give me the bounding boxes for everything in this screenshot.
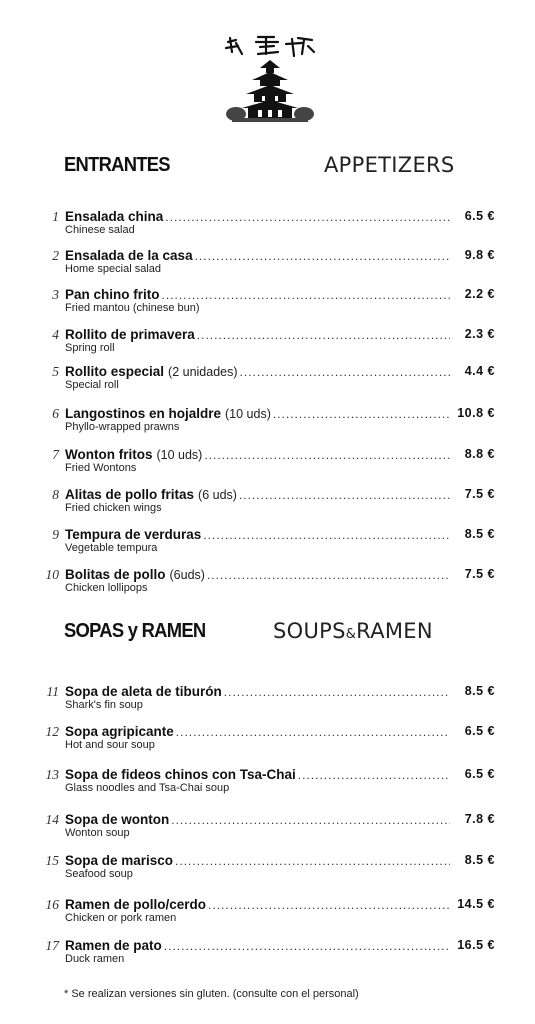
- item-price: 16.5 €: [457, 938, 495, 952]
- section-title-soups: [0, 620, 535, 650]
- dot-leader: [298, 768, 450, 782]
- item-translation: Home special salad: [65, 263, 161, 275]
- item-note: (6uds): [169, 568, 205, 582]
- title-en-part: SOUPS: [273, 619, 346, 643]
- item-price: 7.8 €: [464, 812, 495, 826]
- item-price: 8.8 €: [464, 447, 495, 461]
- section-title-appetizers: [0, 154, 535, 184]
- dot-leader: [162, 288, 451, 302]
- item-name: Rollito de primavera: [65, 327, 195, 342]
- item-price: 6.5 €: [464, 767, 495, 781]
- item-price: 9.8 €: [464, 248, 495, 262]
- item-note: (10 uds): [156, 448, 203, 462]
- dot-leader: [197, 328, 450, 342]
- item-translation: Glass noodles and Tsa-Chai soup: [65, 782, 230, 794]
- item-translation: Chicken lollipops: [65, 582, 148, 594]
- item-name: Rollito especial: [65, 364, 165, 379]
- item-number: 7: [52, 447, 59, 462]
- item-name: Bolitas de pollo: [65, 567, 166, 582]
- item-name: Langostinos en hojaldre: [65, 406, 222, 421]
- section-title-en: [273, 619, 433, 643]
- item-name: Sopa de wonton: [65, 812, 170, 827]
- menu-item: [0, 897, 535, 931]
- item-name: Pan chino frito: [65, 287, 160, 302]
- menu-item: [0, 447, 535, 481]
- item-note: (2 unidades): [168, 365, 238, 379]
- item-line: [65, 684, 450, 699]
- item-line: [65, 406, 450, 421]
- item-translation: Fried mantou (chinese bun): [65, 302, 200, 314]
- menu-item: [0, 527, 535, 561]
- item-number: 1: [52, 209, 59, 224]
- item-number: 16: [45, 897, 59, 912]
- item-price: 2.2 €: [464, 287, 495, 301]
- item-note: (10 uds): [225, 407, 271, 421]
- item-number: 6: [52, 406, 59, 421]
- item-line: [65, 364, 450, 379]
- item-line: [65, 812, 450, 827]
- title-en-part: RAMEN: [356, 619, 433, 643]
- item-name: Ramen de pato: [65, 938, 162, 953]
- item-number: 15: [45, 853, 59, 868]
- item-line: [65, 567, 450, 582]
- dot-leader: [240, 365, 450, 379]
- item-line: [65, 724, 450, 739]
- item-line: [65, 853, 450, 868]
- menu-item: [0, 767, 535, 801]
- item-number: 2: [52, 248, 59, 263]
- dot-leader: [224, 685, 450, 699]
- item-number: 12: [45, 724, 59, 739]
- section-title-es: SOPAS y RAMEN: [64, 620, 206, 642]
- menu-item: [0, 938, 535, 972]
- item-price: 7.5 €: [464, 567, 495, 581]
- item-price: 6.5 €: [464, 209, 495, 223]
- item-translation: Fried Wontons: [65, 462, 137, 474]
- item-line: [65, 767, 450, 782]
- item-price: 2.3 €: [464, 327, 495, 341]
- section-title-es: ENTRANTES: [64, 154, 170, 176]
- dot-leader: [208, 898, 450, 912]
- item-line: [65, 287, 450, 302]
- menu-item: [0, 406, 535, 440]
- item-translation: Duck ramen: [65, 953, 125, 965]
- item-price: 6.5 €: [464, 724, 495, 738]
- item-number: 8: [52, 487, 59, 502]
- item-number: 5: [52, 364, 59, 379]
- item-translation: Phyllo-wrapped prawns: [65, 421, 180, 433]
- gluten-footnote: * Se realizan versiones sin gluten. (consulte con el personal): [64, 988, 359, 1000]
- item-price: 8.5 €: [464, 527, 495, 541]
- item-translation: Hot and sour soup: [65, 739, 155, 751]
- item-name: Sopa agripicante: [65, 724, 174, 739]
- item-number: 3: [52, 287, 59, 302]
- item-note: (6 uds): [198, 488, 237, 502]
- item-translation: Special roll: [65, 379, 119, 391]
- item-price: 7.5 €: [464, 487, 495, 501]
- item-translation: Chicken or pork ramen: [65, 912, 177, 924]
- dot-leader: [165, 210, 450, 224]
- item-line: [65, 527, 450, 542]
- dot-leader: [239, 488, 450, 502]
- dot-leader: [175, 854, 450, 868]
- item-name: Wonton fritos: [65, 447, 153, 462]
- item-price: 4.4 €: [464, 364, 495, 378]
- item-number: 9: [52, 527, 59, 542]
- item-translation: Vegetable tempura: [65, 542, 158, 554]
- item-line: [65, 248, 450, 263]
- dot-leader: [171, 813, 450, 827]
- item-line: [65, 897, 450, 912]
- item-translation: Chinese salad: [65, 224, 135, 236]
- item-name: Sopa de marisco: [65, 853, 174, 868]
- menu-item: [0, 364, 535, 398]
- menu-item: [0, 209, 535, 243]
- item-number: 14: [45, 812, 59, 827]
- pagoda-calligraphy-logo: [222, 34, 318, 124]
- item-number: 13: [45, 767, 59, 782]
- item-translation: Fried chicken wings: [65, 502, 162, 514]
- item-translation: Shark's fin soup: [65, 699, 143, 711]
- item-number: 4: [52, 327, 59, 342]
- item-name: Ramen de pollo/cerdo: [65, 897, 207, 912]
- menu-item: [0, 327, 535, 361]
- item-line: [65, 447, 450, 462]
- item-price: 10.8 €: [457, 406, 495, 420]
- item-line: [65, 327, 450, 342]
- item-name: Sopa de aleta de tiburón: [65, 684, 222, 699]
- menu-item: [0, 724, 535, 758]
- item-line: [65, 487, 450, 502]
- item-name: Alitas de pollo fritas: [65, 487, 195, 502]
- section-title-en: APPETIZERS: [324, 153, 455, 177]
- menu-item: [0, 812, 535, 846]
- item-number: 17: [45, 938, 59, 953]
- dot-leader: [176, 725, 450, 739]
- item-price: 14.5 €: [457, 897, 495, 911]
- dot-leader: [203, 528, 450, 542]
- menu-item: [0, 287, 535, 321]
- item-name: Ensalada de la casa: [65, 248, 193, 263]
- item-line: [65, 938, 450, 953]
- dot-leader: [164, 939, 450, 953]
- item-name: Ensalada china: [65, 209, 164, 224]
- item-price: 8.5 €: [464, 684, 495, 698]
- item-price: 8.5 €: [464, 853, 495, 867]
- item-translation: Seafood soup: [65, 868, 133, 880]
- item-number: 11: [46, 684, 59, 699]
- menu-item: [0, 248, 535, 282]
- dot-leader: [273, 407, 450, 421]
- menu-item: [0, 853, 535, 887]
- title-en-amp: &: [345, 627, 357, 642]
- item-line: [65, 209, 450, 224]
- dot-leader: [207, 568, 450, 582]
- item-name: Tempura de verduras: [65, 527, 202, 542]
- menu-item: [0, 487, 535, 521]
- item-translation: Wonton soup: [65, 827, 130, 839]
- dot-leader: [204, 448, 450, 462]
- item-number: 10: [45, 567, 59, 582]
- menu-item: [0, 684, 535, 718]
- dot-leader: [195, 249, 450, 263]
- menu-item: [0, 567, 535, 601]
- item-name: Sopa de fideos chinos con Tsa-Chai: [65, 767, 296, 782]
- item-translation: Spring roll: [65, 342, 115, 354]
